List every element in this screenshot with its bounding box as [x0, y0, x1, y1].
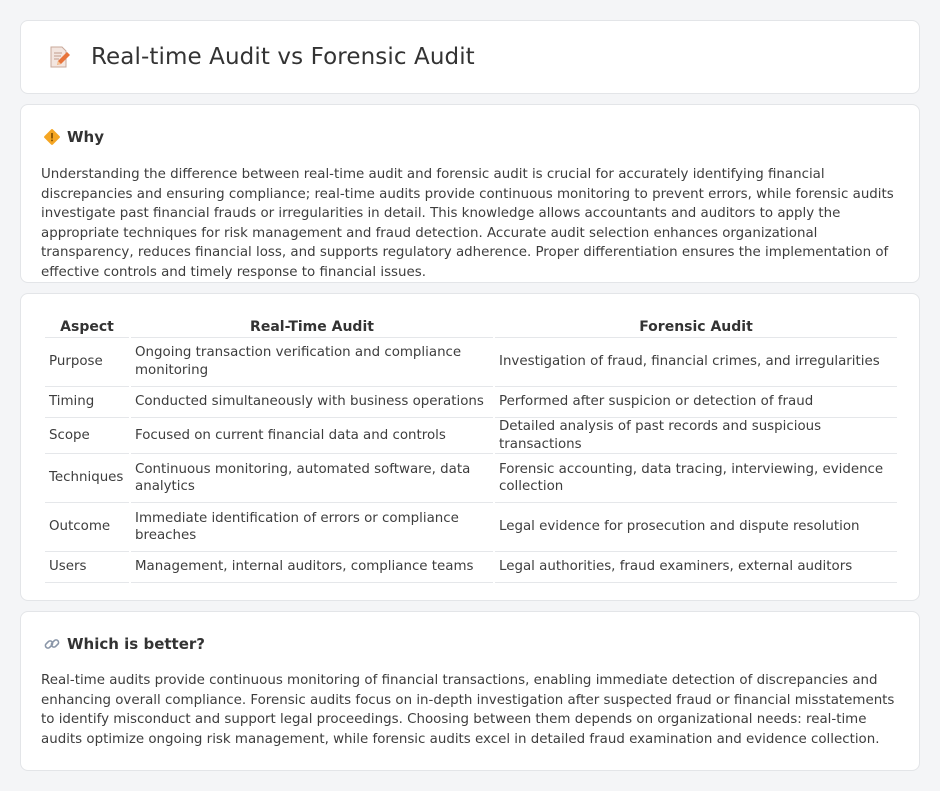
cell-aspect: Timing [45, 387, 129, 418]
which-is-better-title: Which is better? [67, 635, 205, 653]
cell-forensic: Detailed analysis of past records and suspicious transactions [495, 418, 897, 454]
table-row [45, 454, 897, 503]
cell-forensic: Performed after suspicion or detection of fraud [495, 387, 897, 418]
header-real-time-audit: Real-Time Audit [131, 316, 493, 338]
page-title: Real-time Audit vs Forensic Audit [91, 44, 475, 70]
cell-forensic: Investigation of fraud, financial crimes, and irregularities [495, 338, 897, 387]
table-row [45, 418, 897, 454]
link-icon [43, 635, 61, 653]
why-title: Why [67, 128, 105, 146]
why-text: Understanding the difference between real-time audit and forensic audit is crucial for accurately identifying financial discrepancies and ensuring compliance; real-time audits provide continuous monitoring to prevent errors, while forensic audits investigate past financial frauds or irregularities in detail. This knowledge allows accountants and auditors to apply the appropriate techniques for risk management and fraud detection. Accurate audit selection enhances organizational transparency, reduces financial loss, and supports regulatory adherence. Proper differentiation ensures the implementation of effective controls and timely response to financial issues. [41, 167, 894, 280]
table-row [45, 338, 897, 387]
table-row [45, 552, 897, 583]
cell-forensic: Legal evidence for prosecution and dispute resolution [495, 503, 897, 552]
cell-real-time: Focused on current financial data and controls [131, 418, 493, 454]
header-card [20, 20, 920, 94]
cell-forensic: Forensic accounting, data tracing, interviewing, evidence collection [495, 454, 897, 503]
cell-aspect: Users [45, 552, 129, 583]
document-pencil-icon [47, 45, 71, 69]
cell-real-time: Management, internal auditors, compliance teams [131, 552, 493, 583]
cell-real-time: Continuous monitoring, automated software, data analytics [131, 454, 493, 503]
cell-real-time: Immediate identification of errors or compliance breaches [131, 503, 493, 552]
cell-real-time: Conducted simultaneously with business operations [131, 387, 493, 418]
table-header-row [45, 316, 897, 338]
diamond-sign-icon [43, 128, 61, 146]
header-aspect: Aspect [45, 316, 129, 338]
which-is-better-text: Real-time audits provide continuous monitoring of financial transactions, enabling immediate detection of discrepancies and enhancing overall compliance. Forensic audits focus on in-depth investigation after suspected fraud or financial misstatements to identify misconduct and support legal proceedings. Choosing between them depends on organizational needs: real-time audits optimize ongoing risk management, while forensic audits excel in detailed fraud examination and evidence collection. [41, 673, 895, 747]
cell-aspect: Outcome [45, 503, 129, 552]
comparison-table [43, 316, 899, 583]
why-section [20, 104, 920, 283]
cell-aspect: Purpose [45, 338, 129, 387]
cell-real-time: Ongoing transaction verification and compliance monitoring [131, 338, 493, 387]
cell-forensic: Legal authorities, fraud examiners, external auditors [495, 552, 897, 583]
which-is-better-section [20, 611, 920, 771]
cell-aspect: Scope [45, 418, 129, 454]
table-row [45, 387, 897, 418]
table-row [45, 503, 897, 552]
cell-aspect: Techniques [45, 454, 129, 503]
header-forensic-audit: Forensic Audit [495, 316, 897, 338]
comparison-card [20, 293, 920, 601]
